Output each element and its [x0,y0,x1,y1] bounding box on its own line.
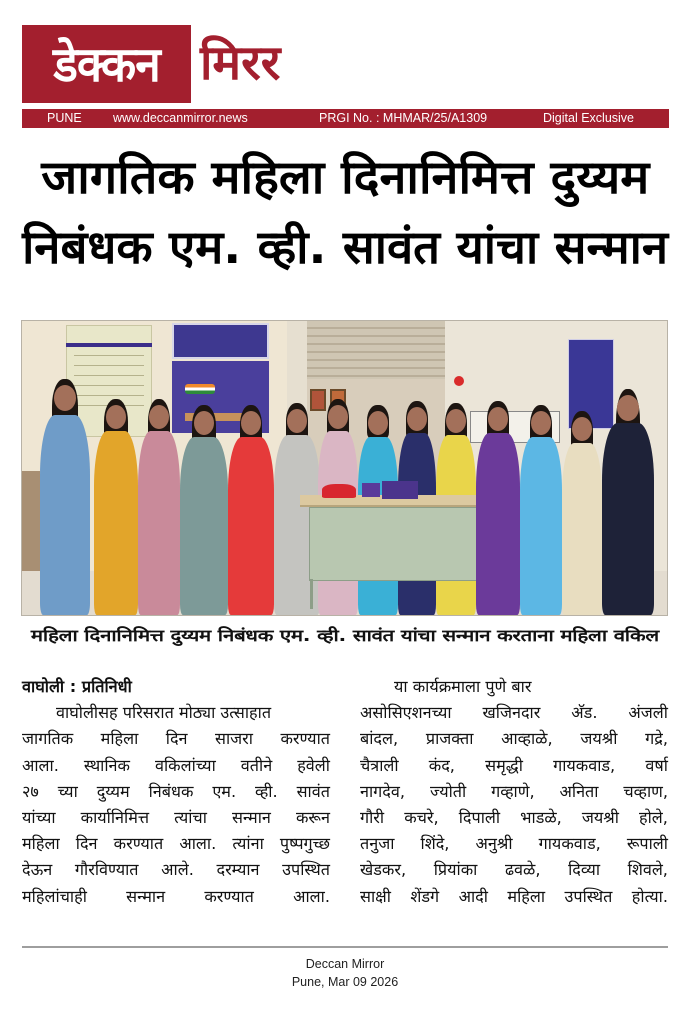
masthead-logo [22,25,191,103]
article-column-left [22,674,330,910]
article-dateline: वाघोली : प्रतिनिधी [22,677,132,696]
photo-table-leg [310,579,313,609]
photo-person [138,399,180,615]
info-website-link[interactable]: www.deccanmirror.news [113,111,248,125]
photo-person [562,411,602,615]
info-bar [22,109,669,128]
logo-left-text: डेक्कन [53,35,160,93]
article-line: बांदल, प्राजक्ता आव्हाळे, जयश्री गद्रे, [360,729,668,749]
photo-table-body [309,507,501,581]
article-column-right [360,674,668,910]
article-line: साक्षी शेंडगे आदी महिला उपस्थित होत्या. [360,886,668,906]
photo-blue-sign-top [172,323,269,359]
article-line: जागतिक महिला दिन साजरा करण्यात [22,729,330,749]
article-line: महिला दिन करण्यात आला. त्यांना पुष्पगुच्छ [22,834,330,854]
article-line: देऊन गौरविण्यात आले. दरम्यान उपस्थित [22,860,330,880]
photo-person [180,405,228,615]
article-line: आला. स्थानिक वकिलांच्या वतीने हवेली [22,755,330,775]
article-line: खेडकर, प्रियांका ढवळे, दिव्या शिवले, [360,860,668,880]
photo-person [602,389,654,615]
photo-notice-line [74,365,144,366]
photo-person [40,379,90,615]
headline-line-1 [0,146,690,208]
photo-notice-strip [66,343,152,347]
article-line: चैत्राली कंद, समृद्धी गायकवाड, वर्षा [360,755,668,775]
article-line: यांच्या कार्यानिमित्त त्यांचा सन्मान करून [22,808,330,828]
photo-caption: महिला दिनानिमित्त दुय्यम निबंधक एम. व्ही. सावंत यांचा सन्मान करताना महिला वकिल [30,626,659,645]
headline-line-2 [0,214,690,280]
photo-red-sticker [454,376,464,386]
article-line: तनुजा शिंदे, अनुश्री गायकवाड, रूपाली [360,834,668,854]
photo-person [228,405,274,615]
article-photo [21,320,668,616]
info-prgi-number: PRGI No. : MHMAR/25/A1309 [319,111,488,125]
photo-person [476,401,520,615]
logo-right-text: मिरर [200,35,281,91]
article-line: २७ च्या दुय्यम निबंधक एम. व्ही. सावंत [22,781,330,801]
article-line: वाघोलीसह परिसरात मोठ्या उत्साहात [56,703,272,723]
footer-publication: Deccan Mirror [305,957,385,971]
photo-notice-line [74,355,144,356]
photo-chair [22,471,40,581]
photo-person [520,405,562,615]
photo-notice-line [74,375,144,376]
photo-bouquet [322,484,356,498]
headline-text-1: जागतिक महिला दिनानिमित्त दुय्यम [40,150,649,204]
info-city: PUNE [47,111,82,125]
article-line: या कार्यक्रमाला पुणे बार [394,677,532,696]
info-tag: Digital Exclusive [543,111,635,125]
footer-place-date: Pune, Mar 09 2026 [291,975,399,989]
headline-text-2: निबंधक एम. व्ही. सावंत यांचा सन्मान [21,220,668,274]
article-line: गौरी कचरे, दिपाली भाडळे, जयश्री होले, [360,808,668,828]
photo-gift-box [382,481,418,499]
article-line: असोसिएशनच्या खजिनदार अ‍ॅड. अंजली [360,703,668,723]
photo-flag-graphic [185,384,215,394]
footer-divider [22,946,668,948]
article-line: महिलांचाही सन्मान करण्यात आला. [22,886,330,906]
photo-person [94,399,138,615]
article-line: नागदेव, ज्योती गव्हाणे, अनिता चव्हाण, [360,781,668,801]
photo-gift-box [362,483,380,497]
photo-shutter [307,321,445,379]
